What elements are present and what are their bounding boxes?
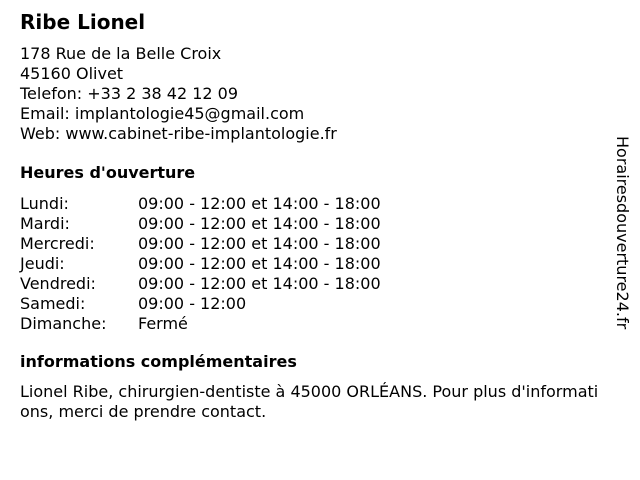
- business-card: [20, 8, 610, 422]
- site-watermark: Horairesdouverture24.fr: [613, 136, 632, 330]
- day-label: Samedi:: [20, 294, 86, 313]
- day-hours: Fermé: [138, 314, 188, 333]
- hours-row-dimanche: [20, 314, 610, 334]
- hours-heading: Heures d'ouverture: [20, 163, 196, 182]
- hours-row-jeudi: [20, 254, 610, 274]
- email-address: Email: implantologie45@gmail.com: [20, 104, 305, 123]
- hours-table: [20, 194, 610, 334]
- day-hours: 09:00 - 12:00 et 14:00 - 18:00: [138, 214, 381, 233]
- day-hours: 09:00 - 12:00 et 14:00 - 18:00: [138, 194, 381, 213]
- day-label: Mardi:: [20, 214, 70, 233]
- contact-block: [20, 44, 610, 144]
- day-label: Lundi:: [20, 194, 69, 213]
- day-label: Jeudi:: [20, 254, 65, 273]
- info-description: Lionel Ribe, chirurgien-dentiste à 45000 ORLÉANS. Pour plus d'informations, merci de prendre contact.: [20, 382, 599, 421]
- day-hours: 09:00 - 12:00 et 14:00 - 18:00: [138, 254, 381, 273]
- day-label: Dimanche:: [20, 314, 107, 333]
- day-label: Vendredi:: [20, 274, 96, 293]
- day-label: Mercredi:: [20, 234, 95, 253]
- info-heading: informations complémentaires: [20, 352, 297, 371]
- day-hours: 09:00 - 12:00: [138, 294, 247, 313]
- business-name: Ribe Lionel: [20, 10, 146, 34]
- website: Web: www.cabinet-ribe-implantologie.fr: [20, 124, 337, 143]
- hours-row-vendredi: [20, 274, 610, 294]
- phone-number: Telefon: +33 2 38 42 12 09: [20, 84, 239, 103]
- hours-row-samedi: [20, 294, 610, 314]
- hours-row-lundi: [20, 194, 610, 214]
- city-postcode: 45160 Olivet: [20, 64, 124, 83]
- hours-row-mardi: [20, 214, 610, 234]
- day-hours: 09:00 - 12:00 et 14:00 - 18:00: [138, 234, 381, 253]
- street-address: 178 Rue de la Belle Croix: [20, 44, 222, 63]
- hours-row-mercredi: [20, 234, 610, 254]
- day-hours: 09:00 - 12:00 et 14:00 - 18:00: [138, 274, 381, 293]
